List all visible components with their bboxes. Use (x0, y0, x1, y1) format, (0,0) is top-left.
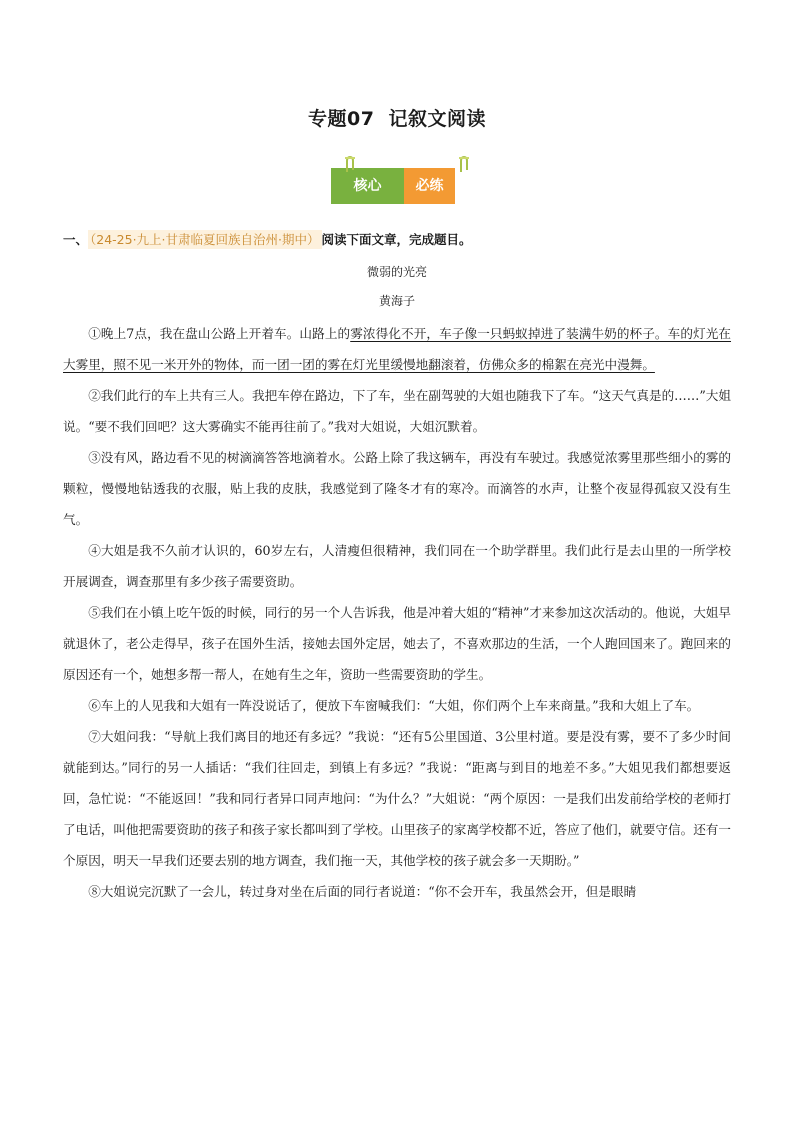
question-prompt: 阅读下面文章，完成题目。 (321, 232, 472, 247)
paragraph-8: ⑧大姐说完沉默了一会儿，转过身对坐在后面的同行者说道：“你不会开车，我虽然会开，但是眼睛 (88, 884, 637, 899)
title-part1: 专题07 (308, 108, 375, 130)
source-tag: （24-25·九上·甘肃临夏回族自治州·期中） (90, 232, 320, 247)
paragraph-3: ③没有风，路边看不见的树滴滴答答地滴着水。公路上除了我这辆车，再没有车驶过。我感觉浓雾里那些细小的雾的颗粒，慢慢地钻透我的衣服，贴上我的皮肤，我感觉到了隆冬才有的寒冷。而滴答的水声，让整个夜显得孤寂又没有生气。 (63, 450, 731, 527)
article-title: 微弱的光亮 (366, 265, 427, 279)
p1-underlined-text: 雾浓得化不开，车子像一只蚂蚁掉进了装满牛奶的杯子。车的灯光在大雾里，照不见一米开外的物体，而一团一团的雾在灯光里缓慢地翻滚着，仿佛众多的棉絮在亮光中漫舞。 (63, 326, 732, 372)
badge-left: 核心 (331, 168, 404, 204)
article-body (63, 318, 731, 907)
title-part2: 记叙文阅读 (388, 108, 486, 130)
badge-right: 必练 (404, 168, 455, 204)
paragraph-2: ②我们此行的车上共有三人。我把车停在路边，下了车，坐在副驾驶的大姐也随我下了车。“这天气真是的……”大姐说。“要不我们回吧？这大雾确实不能再往前了。”我对大姐说，大姐沉默着。 (63, 388, 731, 434)
page-title (0, 104, 794, 131)
paragraph-1 (63, 318, 731, 380)
paragraph-6: ⑥车上的人见我和大姐有一阵没说话了，便放下车窗喊我们：“大姐，你们两个上车来商量。”我和大姐上了车。 (88, 698, 700, 713)
article-author: 黄海子 (378, 294, 415, 308)
paragraph-5: ⑤我们在小镇上吃午饭的时候，同行的另一个人告诉我，他是冲着大姐的“精神”才来参加这次活动的。他说，大姐早就退休了，老公走得早，孩子在国外生活，接她去国外定居，她去了，不喜欢那边的生活，一个人跑回国来了。跑回来的原因还有一个，她想多帮一帮人，在她有生之年，资助一些需要资助的学生。 (63, 605, 731, 682)
question-header (63, 230, 472, 248)
paperclip-icon (457, 156, 471, 174)
question-number: 一、 (63, 232, 89, 247)
paperclip-icon (343, 156, 357, 174)
p1-text: ①晚上7点，我在盘山公路上开着车。山路上的 (88, 326, 351, 341)
core-practice-badge (331, 164, 455, 204)
paragraph-7: ⑦大姐问我：“导航上我们离目的地还有多远？”我说：“还有5公里国道、3公里村道。要是没有雾，要不了多少时间就能到达。”同行的另一人插话：“我们往回走，到镇上有多远？”我说：“距离与到目的地差不多。”大姐见我们都想要返回，急忙说：“不能返回！”我和同行者异口同声地问：“为什么？”大姐说：“两个原因：一是我们出发前给学校的老师打了电话，叫他把需要资助的孩子和孩子家长都叫到了学校。山里孩子的家离学校都不近，答应了他们，就要守信。还有一个原因，明天一早我们还要去别的地方调查，我们拖一天，其他学校的孩子就会多一天期盼。” (63, 729, 731, 868)
paragraph-4: ④大姐是我不久前才认识的，60岁左右，人清瘦但很精神，我们同在一个助学群里。我们此行是去山里的一所学校开展调查，调查那里有多少孩子需要资助。 (63, 543, 731, 589)
